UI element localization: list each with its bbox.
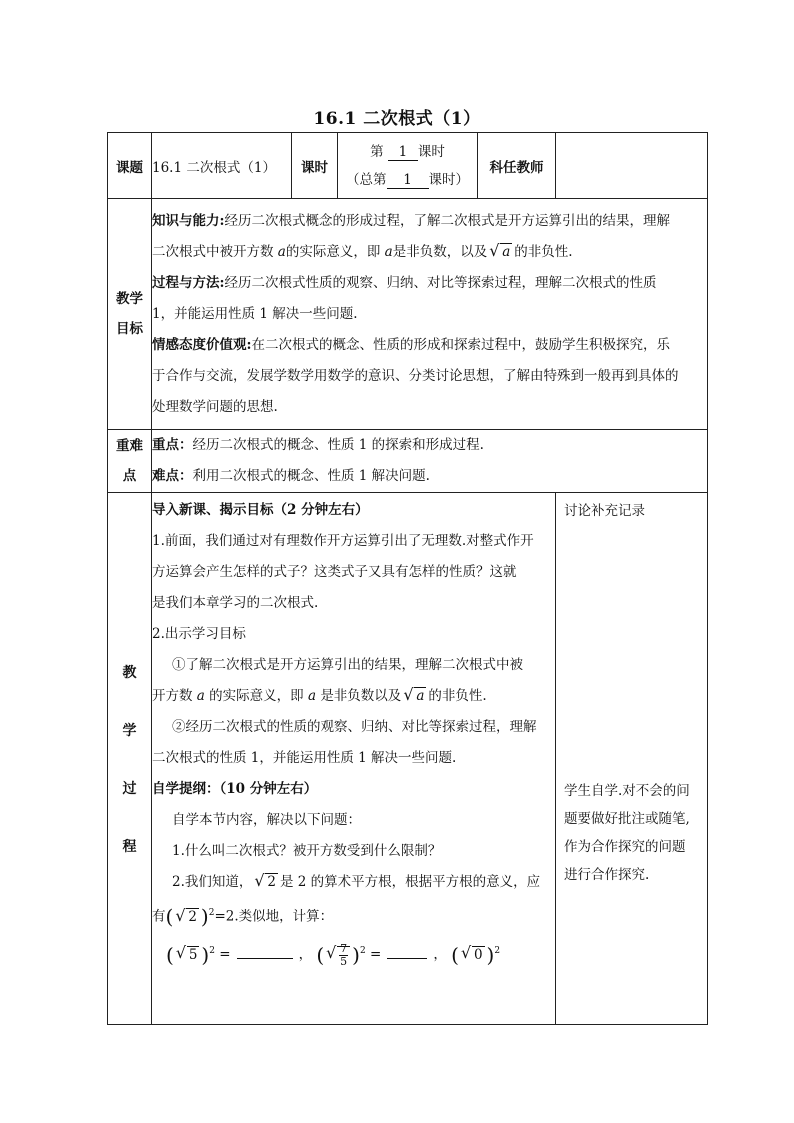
key-points-content — [152, 430, 708, 493]
total-period-count: 1 — [387, 173, 429, 189]
key-points-label-line1: 重难 — [116, 438, 143, 454]
sqrt-2 — [175, 902, 199, 933]
equals-sign: = — [370, 946, 382, 963]
comma: ， — [298, 946, 313, 963]
process-row — [108, 493, 708, 1025]
intro-1c: 是我们本章学习的二次根式. — [152, 595, 319, 611]
sqrt-5-radicand: 5 — [188, 946, 198, 963]
self-study-q2-pre: 2.我们知道， — [172, 874, 253, 890]
objective-1a: ①了解二次根式是开方运算引出的结果，理解二次根式中被 — [172, 657, 523, 673]
process-label-char-4: 程 — [122, 838, 137, 855]
difficulty-text: 利用二次根式的概念、性质 1 解决问题. — [192, 468, 430, 484]
variable-a: a — [307, 688, 317, 704]
process-heading: 过程与方法: — [152, 274, 225, 291]
intro-1b: 方运算会产生怎样的式子？这类式子又具有怎样的性质？这就 — [152, 564, 517, 580]
knowledge-text-2c: 是非负数，以及 — [392, 243, 488, 260]
knowledge-heading: 知识与能力: — [152, 212, 225, 229]
self-study-q2-post: 是 2 的算术平方根，根据平方根的意义，应 — [279, 874, 541, 890]
sqrt-7-over-5 — [326, 933, 350, 977]
self-study-q2b-pre: 有 — [152, 908, 166, 925]
fraction-7-5 — [339, 943, 348, 968]
sqrt-0-radicand: 0 — [473, 946, 483, 963]
square-exponent: 2 — [494, 946, 501, 956]
equals-sign: = — [219, 946, 231, 963]
process-content: 导入新课、揭示目标（2 分钟左右） 1.前面，我们通过对有理数作开方运算引出了无理数.对整式作开 方运算会产生怎样的式子？这类式子又具有怎样的性质？这就 是我们本章学习的二次根式. 2.出示学习目标 ①了解二次根式是开方运算引出的结果，理解二次根式中被 开方数 a 的实际意义，即 a 是非负数以及√ a 的非负性. ②经历二次根式的性质的观察、归纳、对比等探索过程，理解 二次根式的性质 1，并能运用性质 1 解决一些问题. 自学提纲：（10 分钟左右） 自学本节内容，解决以下问题： 1.什么叫二次根式？被开方数受到什么限制？ 2.我们知道，√ 2 是 2 的算术平方根，根据平方根的意义，应 有(√ 2 )$^2$=2.类似地，计算： (√ 5 )$^2$ = ， ( √ $\frac{7}{5}$ )$^2$ = ， (√ 0 )$^2$ — [152, 493, 556, 1025]
sqrt-a — [403, 681, 426, 712]
intro-1a: 1.前面，我们通过对有理数作开方运算引出了无理数.对整式作开 — [152, 533, 534, 549]
objective-1b-post: 的非负性. — [428, 688, 487, 704]
notes-body-2: 题要做好批注或随笔, — [564, 811, 690, 827]
sqrt-2-radicand: 2 — [188, 908, 197, 925]
objective-1b-mid2: 是非负数以及 — [320, 688, 402, 704]
knowledge-text-2a: 二次根式中被开方数 — [152, 243, 274, 260]
notes-body-4: 进行合作探究. — [564, 867, 650, 883]
notes-column — [556, 493, 708, 1025]
self-study-1: 自学本节内容，解决以下问题： — [172, 812, 361, 828]
self-study-q1: 1.什么叫二次根式？被开方数受到什么限制？ — [172, 843, 442, 859]
difficulty-heading: 难点： — [152, 468, 193, 484]
goals-label-line1: 教学 — [116, 291, 143, 307]
notes-body-1: 学生自学.对不会的问 — [564, 783, 690, 799]
key-text: 经历二次根式的概念、性质 1 的探索和形成过程. — [192, 437, 484, 453]
notes-body — [556, 777, 707, 895]
teacher-value — [556, 133, 708, 199]
topic-value: 16.1 二次根式（1） — [152, 133, 292, 199]
process-text-2: 1，并能运用性质 1 解决一些问题. — [152, 305, 358, 322]
knowledge-text-1: 经历二次根式概念的形成过程，了解二次根式是开方运算引出的结果，理解 — [224, 212, 670, 229]
sqrt-a — [489, 237, 512, 268]
variable-a: a — [384, 243, 393, 260]
period-prefix: 第 — [370, 143, 384, 160]
self-study-heading: 自学提纲：（10 分钟左右） — [152, 781, 318, 797]
sqrt-a-radicand: a — [416, 688, 425, 704]
objective-1b-mid: 的实际意义，即 — [209, 688, 304, 704]
emotion-text-3: 处理数学问题的思想. — [152, 398, 278, 415]
process-label-char-3: 过 — [122, 780, 137, 797]
sqrt-5 — [176, 933, 200, 977]
key-points-row — [108, 430, 708, 493]
emotion-heading: 情感态度价值观: — [152, 336, 252, 353]
goals-row — [108, 199, 708, 430]
intro-heading: 导入新课、揭示目标（2 分钟左右） — [152, 502, 369, 518]
self-study-q2b-post: =2.类似地，计算： — [214, 908, 334, 925]
topic-label: 课题 — [108, 133, 152, 199]
notes-body-3: 作为合作探究的问题 — [564, 839, 686, 855]
goals-label — [108, 199, 152, 430]
period-suffix: 课时 — [417, 143, 445, 160]
knowledge-text-2b: 的实际意义，即 — [285, 243, 381, 260]
calc-expressions: (√ 5 )$^2$ = ， ( √ $\frac{7}{5}$ )$^2$ = ， (√ 0 )$^2$ — [152, 929, 555, 973]
key-heading: 重点： — [152, 437, 193, 453]
period-value — [338, 133, 478, 199]
total-period-prefix: （总第 — [346, 171, 387, 188]
sqrt-0 — [461, 933, 485, 977]
process-label-char-2: 学 — [122, 722, 137, 739]
teacher-label: 科任教师 — [478, 133, 556, 199]
objective-2a: ②经历二次根式的性质的观察、归纳、对比等探索过程，理解 — [172, 719, 537, 735]
header-row — [108, 133, 708, 199]
key-points-label — [108, 430, 152, 493]
objective-2b: 二次根式的性质 1，并能运用性质 1 解决一些问题. — [152, 750, 457, 766]
variable-a: a — [196, 688, 205, 704]
comma: ， — [433, 946, 447, 963]
key-points-label-line2: 点 — [122, 468, 137, 484]
page-title: 16.1 二次根式（1） — [313, 109, 481, 129]
square-exponent: 2 — [208, 908, 215, 918]
fraction-numerator: √ 7 — [340, 941, 348, 955]
square-exponent: 2 — [359, 946, 366, 956]
sqrt-2 — [254, 867, 278, 898]
emotion-text-1: 在二次根式的概念、性质的形成和探索过程中，鼓励学生积极探究，乐 — [251, 336, 670, 353]
intro-2: 2.出示学习目标 — [152, 626, 246, 642]
objective-1b-pre: 开方数 — [152, 688, 193, 704]
sqrt-2-radicand: 2 — [267, 874, 276, 890]
answer-blank-1[interactable] — [237, 958, 293, 959]
process-text-1: 经历二次根式性质的观察、归纳、对比等探索过程，理解二次根式的性质 — [224, 274, 657, 291]
fraction-denominator: 5 — [340, 954, 348, 968]
process-label-char-1: 教 — [122, 664, 137, 681]
goals-content — [152, 199, 708, 430]
period-label: 课时 — [292, 133, 338, 199]
variable-a: a — [277, 243, 286, 260]
notes-heading: 讨论补充记录 — [564, 503, 645, 519]
total-period-suffix: 课时） — [428, 171, 469, 188]
emotion-text-2: 于合作与交流，发展学数学用数学的意识、分类讨论思想，了解由特殊到一般再到具体的 — [152, 367, 679, 384]
answer-blank-2[interactable] — [387, 958, 427, 959]
period-count: 1 — [388, 145, 418, 161]
lesson-plan-table — [107, 132, 708, 1025]
process-label — [108, 493, 152, 1025]
sqrt-a-radicand: a — [502, 243, 511, 260]
square-exponent: 2 — [209, 946, 215, 956]
knowledge-text-2d: 的非负性. — [514, 243, 573, 260]
goals-label-line2: 目标 — [116, 321, 143, 337]
